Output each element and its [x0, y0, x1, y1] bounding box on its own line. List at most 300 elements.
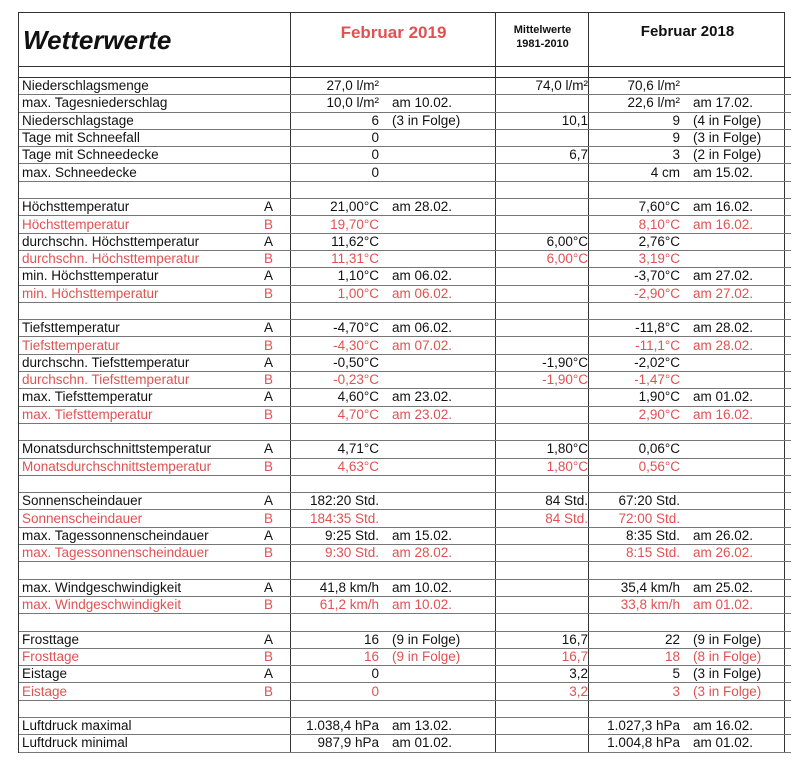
detail-2018	[680, 510, 791, 527]
detail-2019	[379, 164, 501, 181]
value-2018	[594, 475, 680, 492]
table-row	[19, 458, 791, 475]
detail-2019	[379, 181, 501, 198]
value-2019: 4,60°C	[296, 389, 379, 406]
value-2018: 18	[594, 648, 680, 665]
value-2019: 0	[296, 683, 379, 700]
value-2018: 22,6 l/m²	[594, 95, 680, 112]
value-2018: -2,90°C	[594, 285, 680, 302]
station-marker	[262, 95, 296, 112]
detail-2019: am 23.02.	[379, 406, 501, 423]
detail-2019	[379, 666, 501, 683]
value-2018: 2,76°C	[594, 233, 680, 250]
value-2018: 22	[594, 631, 680, 648]
detail-2019	[379, 78, 501, 95]
detail-2019: (9 in Folge)	[379, 631, 501, 648]
row-label: Höchsttemperatur	[19, 199, 262, 216]
detail-2018: am 27.02.	[680, 285, 791, 302]
row-label: Eistage	[19, 683, 262, 700]
station-marker	[262, 147, 296, 164]
value-mittel	[501, 545, 594, 562]
detail-2019: am 10.02.	[379, 95, 501, 112]
value-2018	[594, 614, 680, 631]
table-row	[19, 596, 791, 613]
table-row	[19, 320, 791, 337]
detail-2018	[680, 458, 791, 475]
value-2019: 987,9 hPa	[296, 735, 379, 752]
value-mittel	[501, 389, 594, 406]
value-2018: 35,4 km/h	[594, 579, 680, 596]
row-label: max. Tagessonnenscheindauer	[19, 545, 262, 562]
value-2018	[594, 423, 680, 440]
table-row	[19, 233, 791, 250]
table-row	[19, 493, 791, 510]
row-label: Niederschlagsmenge	[19, 78, 262, 95]
detail-2018: (8 in Folge)	[680, 648, 791, 665]
detail-2018: (3 in Folge)	[680, 129, 791, 146]
station-marker: A	[262, 441, 296, 458]
detail-2019	[379, 562, 501, 579]
value-2018: 1.027,3 hPa	[594, 717, 680, 734]
table-row	[19, 545, 791, 562]
table-row	[19, 147, 791, 164]
detail-2018: (2 in Folge)	[680, 147, 791, 164]
value-mittel: 10,1	[501, 112, 594, 129]
detail-2018: am 16.02.	[680, 406, 791, 423]
value-mittel: 6,00°C	[501, 250, 594, 267]
value-2018: 3	[594, 683, 680, 700]
value-2018	[594, 181, 680, 198]
row-label: max. Windgeschwindigkeit	[19, 579, 262, 596]
value-mittel	[501, 302, 594, 319]
value-2019: 1,00°C	[296, 285, 379, 302]
value-2019	[296, 181, 379, 198]
table-row	[19, 268, 791, 285]
row-label: Monatsdurchschnittstemperatur	[19, 441, 262, 458]
value-2018: 8:15 Std.	[594, 545, 680, 562]
weather-table	[19, 77, 791, 753]
detail-2019	[379, 700, 501, 717]
row-label: max. Tagessonnenscheindauer	[19, 527, 262, 544]
table-row	[19, 337, 791, 354]
value-mittel	[501, 164, 594, 181]
row-label: Monatsdurchschnittstemperatur	[19, 458, 262, 475]
value-2019: 184:35 Std.	[296, 510, 379, 527]
row-label: Sonnenscheindauer	[19, 493, 262, 510]
row-label: min. Höchsttemperatur	[19, 268, 262, 285]
detail-2018: am 17.02.	[680, 95, 791, 112]
detail-2019: am 10.02.	[379, 596, 501, 613]
station-marker: A	[262, 354, 296, 371]
detail-2018	[680, 493, 791, 510]
row-label: Eistage	[19, 666, 262, 683]
detail-2018	[680, 78, 791, 95]
value-mittel: 6,00°C	[501, 233, 594, 250]
detail-2019: am 28.02.	[379, 199, 501, 216]
spacer-row	[19, 181, 791, 198]
row-label	[19, 475, 262, 492]
detail-2018	[680, 475, 791, 492]
row-label: max. Tagesniederschlag	[19, 95, 262, 112]
station-marker: B	[262, 337, 296, 354]
station-marker: B	[262, 596, 296, 613]
value-2019: 4,71°C	[296, 441, 379, 458]
table-row	[19, 683, 791, 700]
column-header-2018: Februar 2018	[640, 23, 735, 40]
station-marker: A	[262, 320, 296, 337]
value-2018	[594, 562, 680, 579]
detail-2019: am 23.02.	[379, 389, 501, 406]
table-row	[19, 354, 791, 371]
detail-2019	[379, 423, 501, 440]
table-row	[19, 735, 791, 752]
page-title: Wetterwerte	[23, 25, 172, 55]
detail-2018: am 15.02.	[680, 164, 791, 181]
spacer-row	[19, 614, 791, 631]
detail-2018	[680, 423, 791, 440]
spacer-row	[19, 302, 791, 319]
value-2018: 1,90°C	[594, 389, 680, 406]
table-row	[19, 389, 791, 406]
detail-2018	[680, 700, 791, 717]
station-marker: A	[262, 389, 296, 406]
value-2018: 5	[594, 666, 680, 683]
detail-2019	[379, 458, 501, 475]
value-2019: 21,00°C	[296, 199, 379, 216]
row-label: Frosttage	[19, 648, 262, 665]
detail-2019	[379, 233, 501, 250]
detail-2018	[680, 614, 791, 631]
detail-2019: am 10.02.	[379, 579, 501, 596]
value-mittel	[501, 475, 594, 492]
row-label: Tiefsttemperatur	[19, 320, 262, 337]
value-2018: -3,70°C	[594, 268, 680, 285]
station-marker	[262, 129, 296, 146]
station-marker: B	[262, 648, 296, 665]
row-label: durchschn. Höchsttemperatur	[19, 233, 262, 250]
weather-values-sheet	[18, 12, 785, 753]
detail-2018	[680, 302, 791, 319]
value-mittel: -1,90°C	[501, 354, 594, 371]
column-header-mittelwerte	[496, 23, 589, 51]
value-mittel	[501, 181, 594, 198]
station-marker	[262, 614, 296, 631]
table-row	[19, 250, 791, 267]
station-marker: B	[262, 545, 296, 562]
row-label	[19, 700, 262, 717]
row-label: max. Schneedecke	[19, 164, 262, 181]
detail-2019	[379, 250, 501, 267]
value-2018	[594, 700, 680, 717]
station-marker	[262, 112, 296, 129]
station-marker	[262, 78, 296, 95]
value-mittel	[501, 337, 594, 354]
row-label: Tage mit Schneedecke	[19, 147, 262, 164]
table-row	[19, 199, 791, 216]
value-2019: 0	[296, 666, 379, 683]
station-marker: B	[262, 683, 296, 700]
value-2019	[296, 302, 379, 319]
detail-2018: am 26.02.	[680, 527, 791, 544]
detail-2018: am 25.02.	[680, 579, 791, 596]
station-marker	[262, 181, 296, 198]
station-marker: A	[262, 631, 296, 648]
value-2019	[296, 562, 379, 579]
value-2019: 0	[296, 164, 379, 181]
spacer-row	[19, 423, 791, 440]
value-mittel: 74,0 l/m²	[501, 78, 594, 95]
station-marker: B	[262, 406, 296, 423]
value-2018: 33,8 km/h	[594, 596, 680, 613]
value-mittel: 1,80°C	[501, 441, 594, 458]
value-2018: 72:00 Std.	[594, 510, 680, 527]
value-mittel	[501, 562, 594, 579]
detail-2019: am 07.02.	[379, 337, 501, 354]
detail-2019: (3 in Folge)	[379, 112, 501, 129]
station-marker: B	[262, 510, 296, 527]
value-mittel	[501, 129, 594, 146]
spacer-row	[19, 562, 791, 579]
row-label: max. Tiefsttemperatur	[19, 389, 262, 406]
table-row	[19, 717, 791, 734]
station-marker: B	[262, 372, 296, 389]
value-mittel	[501, 596, 594, 613]
station-marker: A	[262, 493, 296, 510]
value-mittel	[501, 216, 594, 233]
row-label: Höchsttemperatur	[19, 216, 262, 233]
station-marker	[262, 302, 296, 319]
row-label: Frosttage	[19, 631, 262, 648]
row-label: Tiefsttemperatur	[19, 337, 262, 354]
value-mittel	[501, 614, 594, 631]
mittelwerte-period: 1981-2010	[516, 38, 569, 50]
detail-2019: am 15.02.	[379, 527, 501, 544]
table-row	[19, 372, 791, 389]
table-row	[19, 579, 791, 596]
spacer-row	[19, 475, 791, 492]
value-2018: 3,19°C	[594, 250, 680, 267]
value-2018: 70,6 l/m²	[594, 78, 680, 95]
value-2019: 182:20 Std.	[296, 493, 379, 510]
detail-2019	[379, 614, 501, 631]
station-marker	[262, 164, 296, 181]
detail-2019: am 06.02.	[379, 285, 501, 302]
row-label: Niederschlagstage	[19, 112, 262, 129]
value-2019: -0,23°C	[296, 372, 379, 389]
detail-2019: am 28.02.	[379, 545, 501, 562]
detail-2018: am 01.02.	[680, 389, 791, 406]
value-mittel	[501, 717, 594, 734]
value-mittel	[501, 700, 594, 717]
station-marker	[262, 562, 296, 579]
value-2019: 4,63°C	[296, 458, 379, 475]
value-2018: 9	[594, 112, 680, 129]
value-mittel: 3,2	[501, 683, 594, 700]
value-2019: 16	[296, 648, 379, 665]
detail-2019	[379, 441, 501, 458]
detail-2019: am 13.02.	[379, 717, 501, 734]
station-marker: B	[262, 250, 296, 267]
value-2019: 16	[296, 631, 379, 648]
value-2019: 4,70°C	[296, 406, 379, 423]
station-marker: A	[262, 666, 296, 683]
detail-2019	[379, 683, 501, 700]
row-label: Sonnenscheindauer	[19, 510, 262, 527]
value-mittel: 6,7	[501, 147, 594, 164]
detail-2018	[680, 372, 791, 389]
value-2019: 0	[296, 147, 379, 164]
value-2018: -11,8°C	[594, 320, 680, 337]
value-mittel	[501, 199, 594, 216]
detail-2019	[379, 129, 501, 146]
value-2018	[594, 302, 680, 319]
value-mittel	[501, 423, 594, 440]
table-row	[19, 95, 791, 112]
detail-2018	[680, 181, 791, 198]
detail-2019	[379, 475, 501, 492]
value-2019: 1.038,4 hPa	[296, 717, 379, 734]
value-mittel: 16,7	[501, 631, 594, 648]
detail-2019: (9 in Folge)	[379, 648, 501, 665]
station-marker	[262, 735, 296, 752]
value-mittel	[501, 579, 594, 596]
detail-2018: (9 in Folge)	[680, 631, 791, 648]
detail-2019: am 06.02.	[379, 320, 501, 337]
detail-2018	[680, 354, 791, 371]
detail-2018	[680, 441, 791, 458]
table-row	[19, 631, 791, 648]
spacer-row	[19, 700, 791, 717]
detail-2018: (3 in Folge)	[680, 666, 791, 683]
detail-2018: am 26.02.	[680, 545, 791, 562]
row-label: max. Windgeschwindigkeit	[19, 596, 262, 613]
table-row	[19, 510, 791, 527]
row-label	[19, 302, 262, 319]
station-marker	[262, 700, 296, 717]
value-2018: 7,60°C	[594, 199, 680, 216]
table-row	[19, 164, 791, 181]
row-label	[19, 614, 262, 631]
row-label: durchschn. Höchsttemperatur	[19, 250, 262, 267]
detail-2019	[379, 372, 501, 389]
value-2018: 1.004,8 hPa	[594, 735, 680, 752]
value-2018: 2,90°C	[594, 406, 680, 423]
value-mittel	[501, 735, 594, 752]
table-header	[19, 13, 784, 67]
table-row	[19, 129, 791, 146]
detail-2018: am 01.02.	[680, 735, 791, 752]
station-marker: A	[262, 199, 296, 216]
value-mittel: 1,80°C	[501, 458, 594, 475]
value-2019: 41,8 km/h	[296, 579, 379, 596]
station-marker: B	[262, 216, 296, 233]
value-2018: 0,06°C	[594, 441, 680, 458]
value-2019: 10,0 l/m²	[296, 95, 379, 112]
row-label: Tage mit Schneefall	[19, 129, 262, 146]
value-2019: -4,30°C	[296, 337, 379, 354]
value-2019: -0,50°C	[296, 354, 379, 371]
value-2019: 19,70°C	[296, 216, 379, 233]
value-2019: 9:25 Std.	[296, 527, 379, 544]
value-2019: -4,70°C	[296, 320, 379, 337]
value-2019: 11,31°C	[296, 250, 379, 267]
row-label	[19, 562, 262, 579]
value-2019: 6	[296, 112, 379, 129]
value-2018: -1,47°C	[594, 372, 680, 389]
value-mittel	[501, 95, 594, 112]
value-2018: -2,02°C	[594, 354, 680, 371]
table-row	[19, 441, 791, 458]
detail-2018: (3 in Folge)	[680, 683, 791, 700]
station-marker: B	[262, 458, 296, 475]
row-label: max. Tiefsttemperatur	[19, 406, 262, 423]
detail-2018: (4 in Folge)	[680, 112, 791, 129]
detail-2019	[379, 493, 501, 510]
detail-2018: am 28.02.	[680, 320, 791, 337]
value-2018: 9	[594, 129, 680, 146]
value-2019	[296, 475, 379, 492]
detail-2019	[379, 147, 501, 164]
detail-2018: am 01.02.	[680, 596, 791, 613]
detail-2018	[680, 250, 791, 267]
detail-2018: am 28.02.	[680, 337, 791, 354]
value-mittel: 84 Std.	[501, 510, 594, 527]
value-mittel: 16,7	[501, 648, 594, 665]
value-2018: -11,1°C	[594, 337, 680, 354]
value-2018: 8:35 Std.	[594, 527, 680, 544]
value-2019: 27,0 l/m²	[296, 78, 379, 95]
value-mittel	[501, 268, 594, 285]
station-marker: B	[262, 285, 296, 302]
value-2019	[296, 614, 379, 631]
table-row	[19, 112, 791, 129]
table-row	[19, 527, 791, 544]
value-2019: 9:30 Std.	[296, 545, 379, 562]
row-label: min. Höchsttemperatur	[19, 285, 262, 302]
detail-2018: am 16.02.	[680, 199, 791, 216]
row-label	[19, 181, 262, 198]
value-2018: 8,10°C	[594, 216, 680, 233]
detail-2018: am 16.02.	[680, 216, 791, 233]
value-mittel: -1,90°C	[501, 372, 594, 389]
value-2019	[296, 700, 379, 717]
value-2019: 1,10°C	[296, 268, 379, 285]
station-marker: A	[262, 268, 296, 285]
value-2018: 67:20 Std.	[594, 493, 680, 510]
detail-2019	[379, 510, 501, 527]
detail-2018: am 16.02.	[680, 717, 791, 734]
detail-2018	[680, 233, 791, 250]
detail-2019: am 06.02.	[379, 268, 501, 285]
station-marker: A	[262, 233, 296, 250]
value-2018: 0,56°C	[594, 458, 680, 475]
row-label: Luftdruck maximal	[19, 717, 262, 734]
row-label: durchschn. Tiefsttemperatur	[19, 354, 262, 371]
value-2019: 61,2 km/h	[296, 596, 379, 613]
detail-2019	[379, 302, 501, 319]
station-marker: A	[262, 527, 296, 544]
value-mittel: 3,2	[501, 666, 594, 683]
value-mittel: 84 Std.	[501, 493, 594, 510]
value-mittel	[501, 320, 594, 337]
table-row	[19, 406, 791, 423]
detail-2018	[680, 562, 791, 579]
detail-2019: am 01.02.	[379, 735, 501, 752]
value-2019: 0	[296, 129, 379, 146]
value-mittel	[501, 406, 594, 423]
row-label	[19, 423, 262, 440]
mittelwerte-label: Mittelwerte	[513, 24, 572, 36]
